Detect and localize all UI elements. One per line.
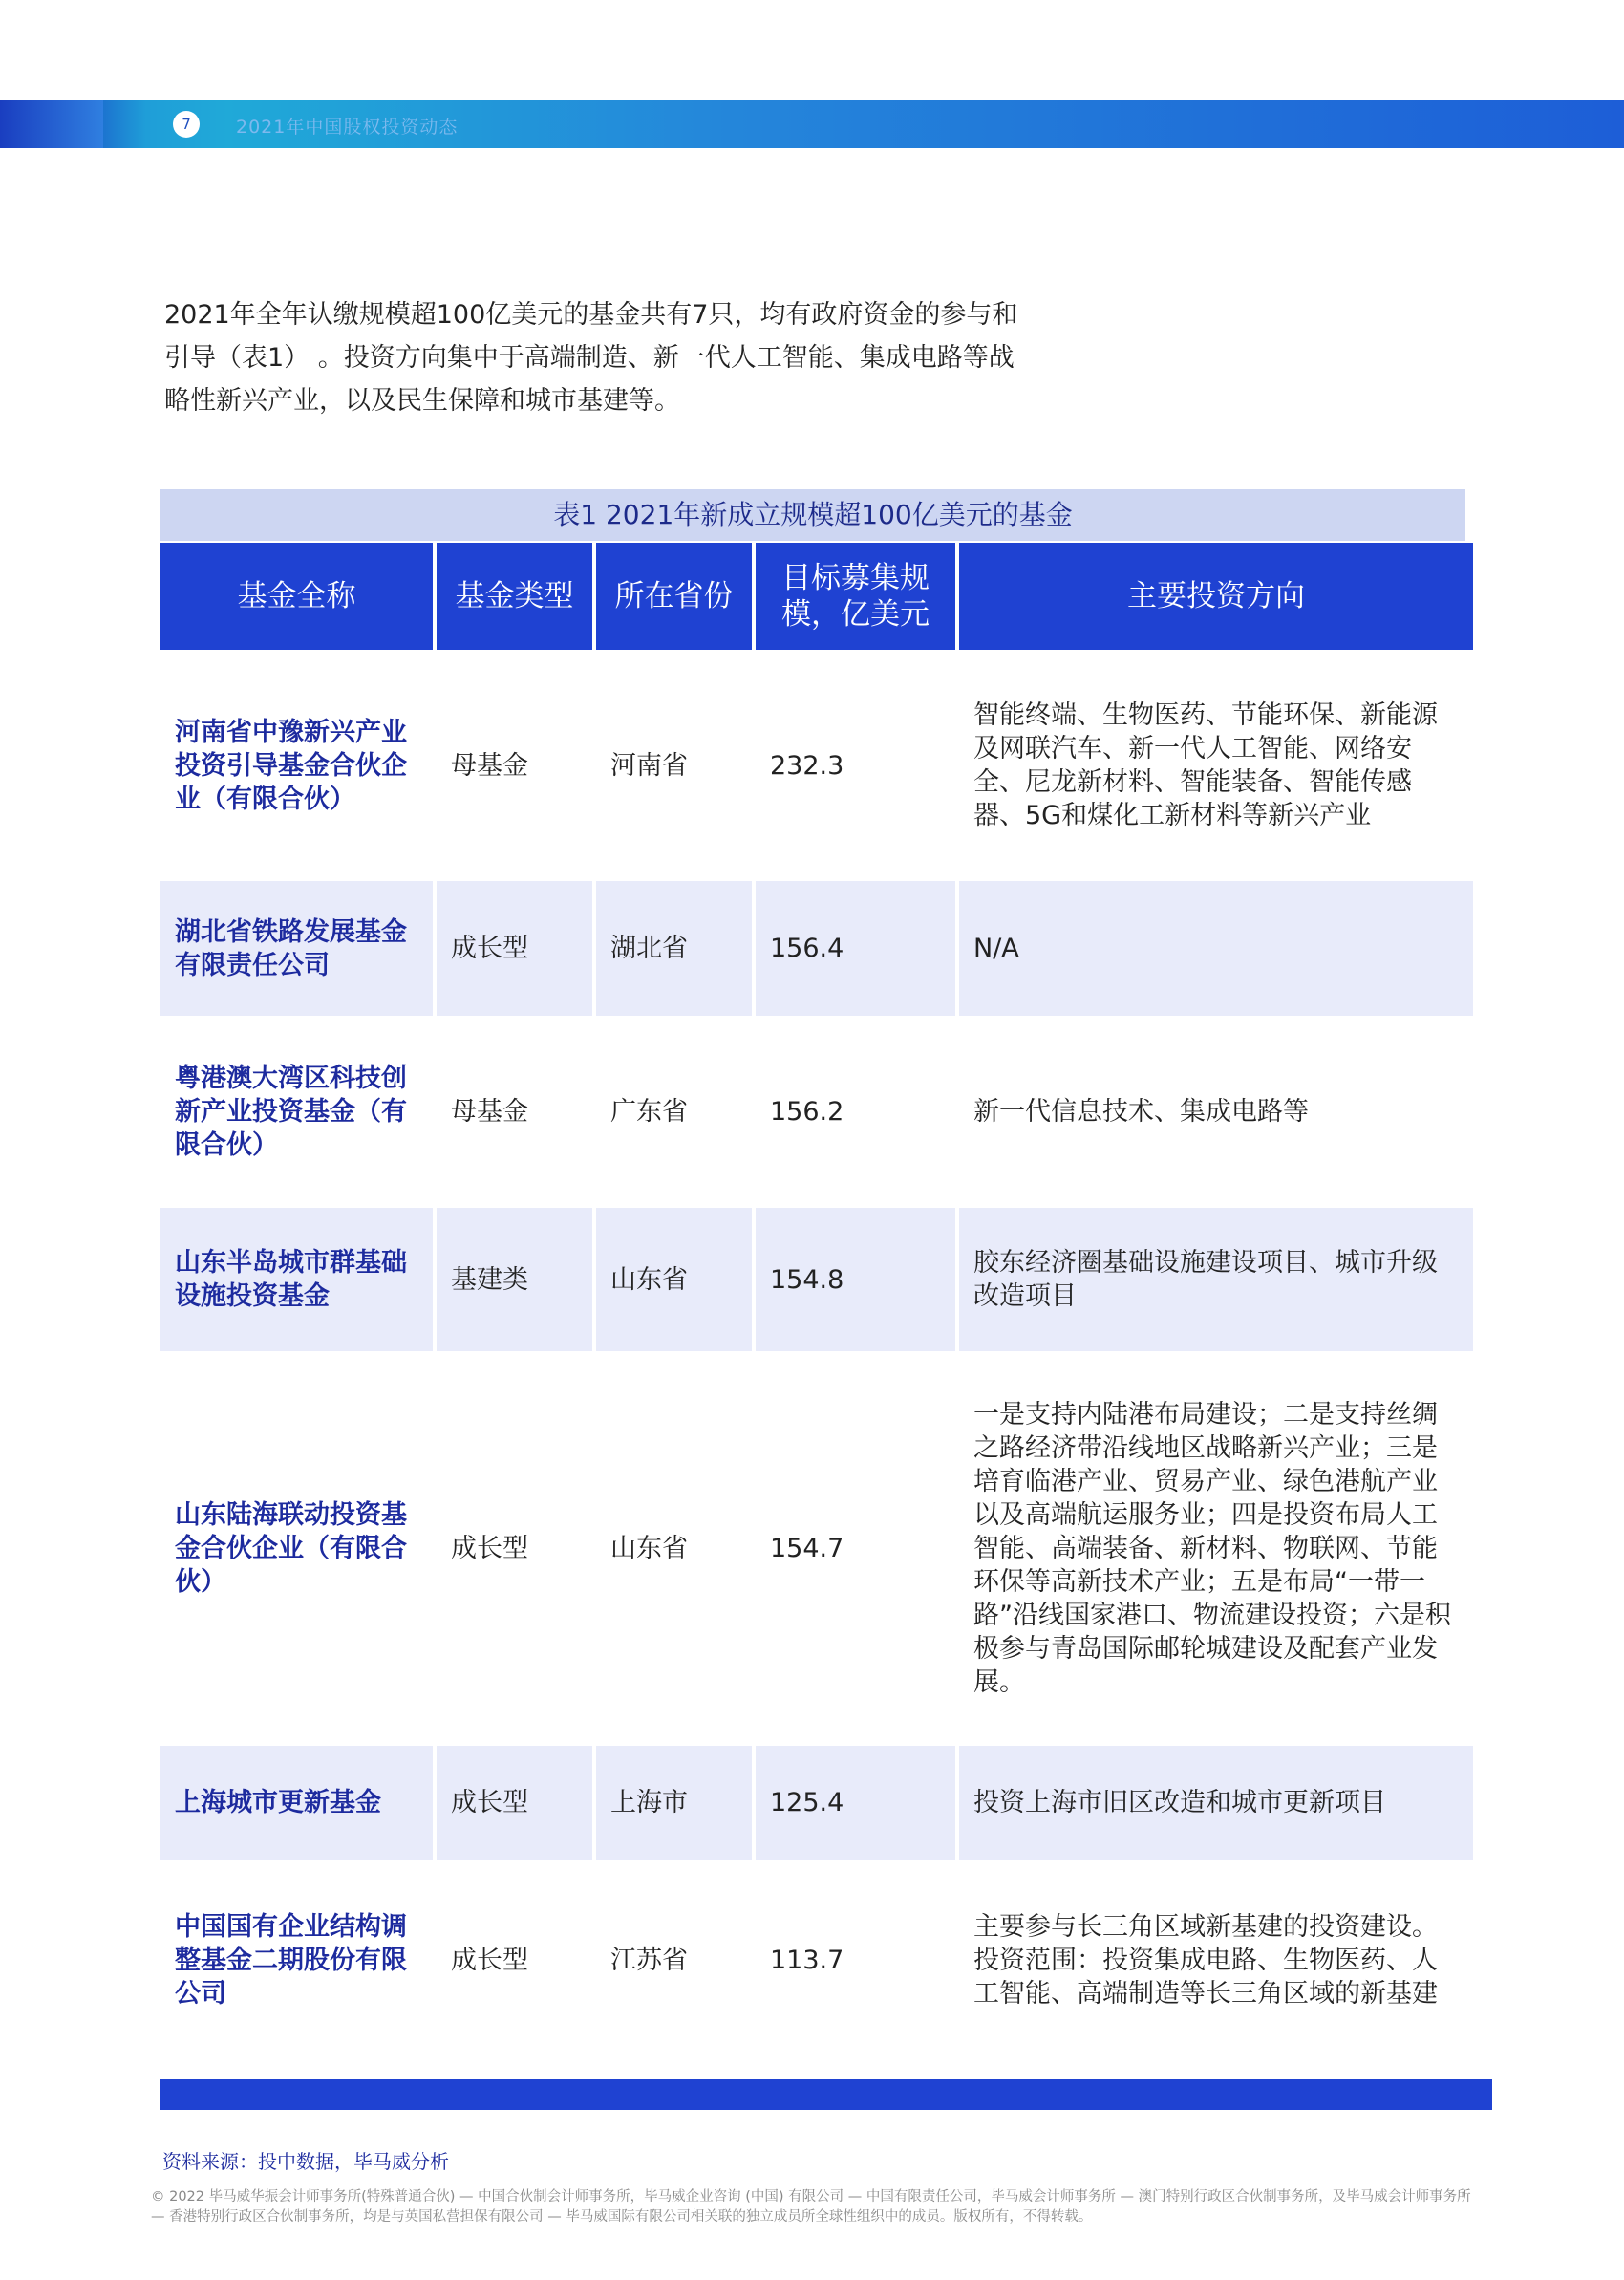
fund-type-cell: 母基金 (437, 654, 592, 877)
province-cell: 上海市 (596, 1746, 752, 1860)
fund-table (160, 489, 1465, 2057)
province-cell: 湖北省 (596, 881, 752, 1016)
running-title: 2021年中国股权投资动态 (236, 117, 459, 138)
source-note: 资料来源：投中数据，毕马威分析 (162, 2150, 449, 2173)
fund-name-cell: 山东半岛城市群基础设施投资基金 (160, 1208, 433, 1351)
fund-type-cell: 母基金 (437, 1020, 592, 1204)
fund-type-cell: 成长型 (437, 1355, 592, 1742)
column-header-type: 基金类型 (437, 543, 592, 650)
fund-name-cell: 上海城市更新基金 (160, 1746, 433, 1860)
province-cell: 河南省 (596, 654, 752, 877)
size-cell: 113.7 (756, 1863, 955, 2057)
fund-type-cell: 成长型 (437, 1863, 592, 2057)
fund-name-cell: 湖北省铁路发展基金有限责任公司 (160, 881, 433, 1016)
size-cell: 125.4 (756, 1746, 955, 1860)
fund-type-cell: 成长型 (437, 881, 592, 1016)
column-header-size: 目标募集规模，亿美元 (756, 543, 955, 650)
size-cell: 154.7 (756, 1355, 955, 1742)
direction-cell: N/A (959, 881, 1473, 1016)
intro-line: 略性新兴产业，以及民生保障和城市基建等。 (164, 386, 680, 416)
size-cell: 156.4 (756, 881, 955, 1016)
province-cell: 山东省 (596, 1355, 752, 1742)
intro-line: 2021年全年认缴规模超100亿美元的基金共有7只，均有政府资金的参与和 (164, 300, 1018, 330)
province-cell: 江苏省 (596, 1863, 752, 2057)
header-accent-block (0, 100, 103, 148)
size-cell: 156.2 (756, 1020, 955, 1204)
table-caption: 表1 2021年新成立规模超100亿美元的基金 (160, 489, 1465, 541)
province-cell: 广东省 (596, 1020, 752, 1204)
direction-cell: 投资上海市旧区改造和城市更新项目 (959, 1746, 1473, 1860)
direction-cell: 一是支持内陆港布局建设；二是支持丝绸之路经济带沿线地区战略新兴产业；三是培育临港产业、贸易产业、绿色港航产业以及高端航运服务业；四是投资布局人工智能、高端装备、新材料、物联网、节能环保等高新技术产业；五是布局“一带一路”沿线国家港口、物流建设投资；六是积极参与青岛国际邮轮城建设及配套产业发展。 (959, 1355, 1473, 1742)
table-grid (160, 543, 1465, 2057)
column-header-name: 基金全称 (160, 543, 433, 650)
direction-cell: 智能终端、生物医药、节能环保、新能源及网联汽车、新一代人工智能、网络安全、尼龙新材料、智能装备、智能传感器、5G和煤化工新材料等新兴产业 (959, 654, 1473, 877)
direction-cell: 新一代信息技术、集成电路等 (959, 1020, 1473, 1204)
direction-cell: 胶东经济圈基础设施建设项目、城市升级改造项目 (959, 1208, 1473, 1351)
fund-type-cell: 基建类 (437, 1208, 592, 1351)
fund-type-cell: 成长型 (437, 1746, 592, 1860)
intro-line: 引导（表1） 。投资方向集中于高端制造、新一代人工智能、集成电路等战 (164, 343, 1015, 373)
column-header-direction: 主要投资方向 (959, 543, 1473, 650)
intro-paragraph (164, 293, 1100, 422)
column-header-province: 所在省份 (596, 543, 752, 650)
province-cell: 山东省 (596, 1208, 752, 1351)
fund-name-cell: 河南省中豫新兴产业投资引导基金合伙企业（有限合伙） (160, 654, 433, 877)
size-cell: 154.8 (756, 1208, 955, 1351)
size-cell: 232.3 (756, 654, 955, 877)
fund-name-cell: 山东陆海联动投资基金合伙企业（有限合伙） (160, 1355, 433, 1742)
copyright-notice: © 2022 毕马威华振会计师事务所(特殊普通合伙) — 中国合伙制会计师事务所，毕马威企业咨询 (中国) 有限公司 — 中国有限责任公司，毕马威会计师事务所 — 澳门特别行政区合伙制事务所，及毕马威会计师事务所 — 香港特别行政区合伙制事务所，均是与英国私营担保有限公司 — 毕马威国际有限公司相关联的独立成员所全球性组织中的成员。版权所有，不得转载。 (151, 2189, 1471, 2225)
table-bottom-bar (160, 2079, 1492, 2110)
fund-name-cell: 中国国有企业结构调整基金二期股份有限公司 (160, 1863, 433, 2057)
direction-cell: 主要参与长三角区域新基建的投资建设。投资范围：投资集成电路、生物医药、人工智能、高端制造等长三角区域的新基建 (959, 1863, 1473, 2057)
fund-name-cell: 粤港澳大湾区科技创新产业投资基金（有限合伙） (160, 1020, 433, 1204)
page-number: 7 (173, 111, 200, 138)
